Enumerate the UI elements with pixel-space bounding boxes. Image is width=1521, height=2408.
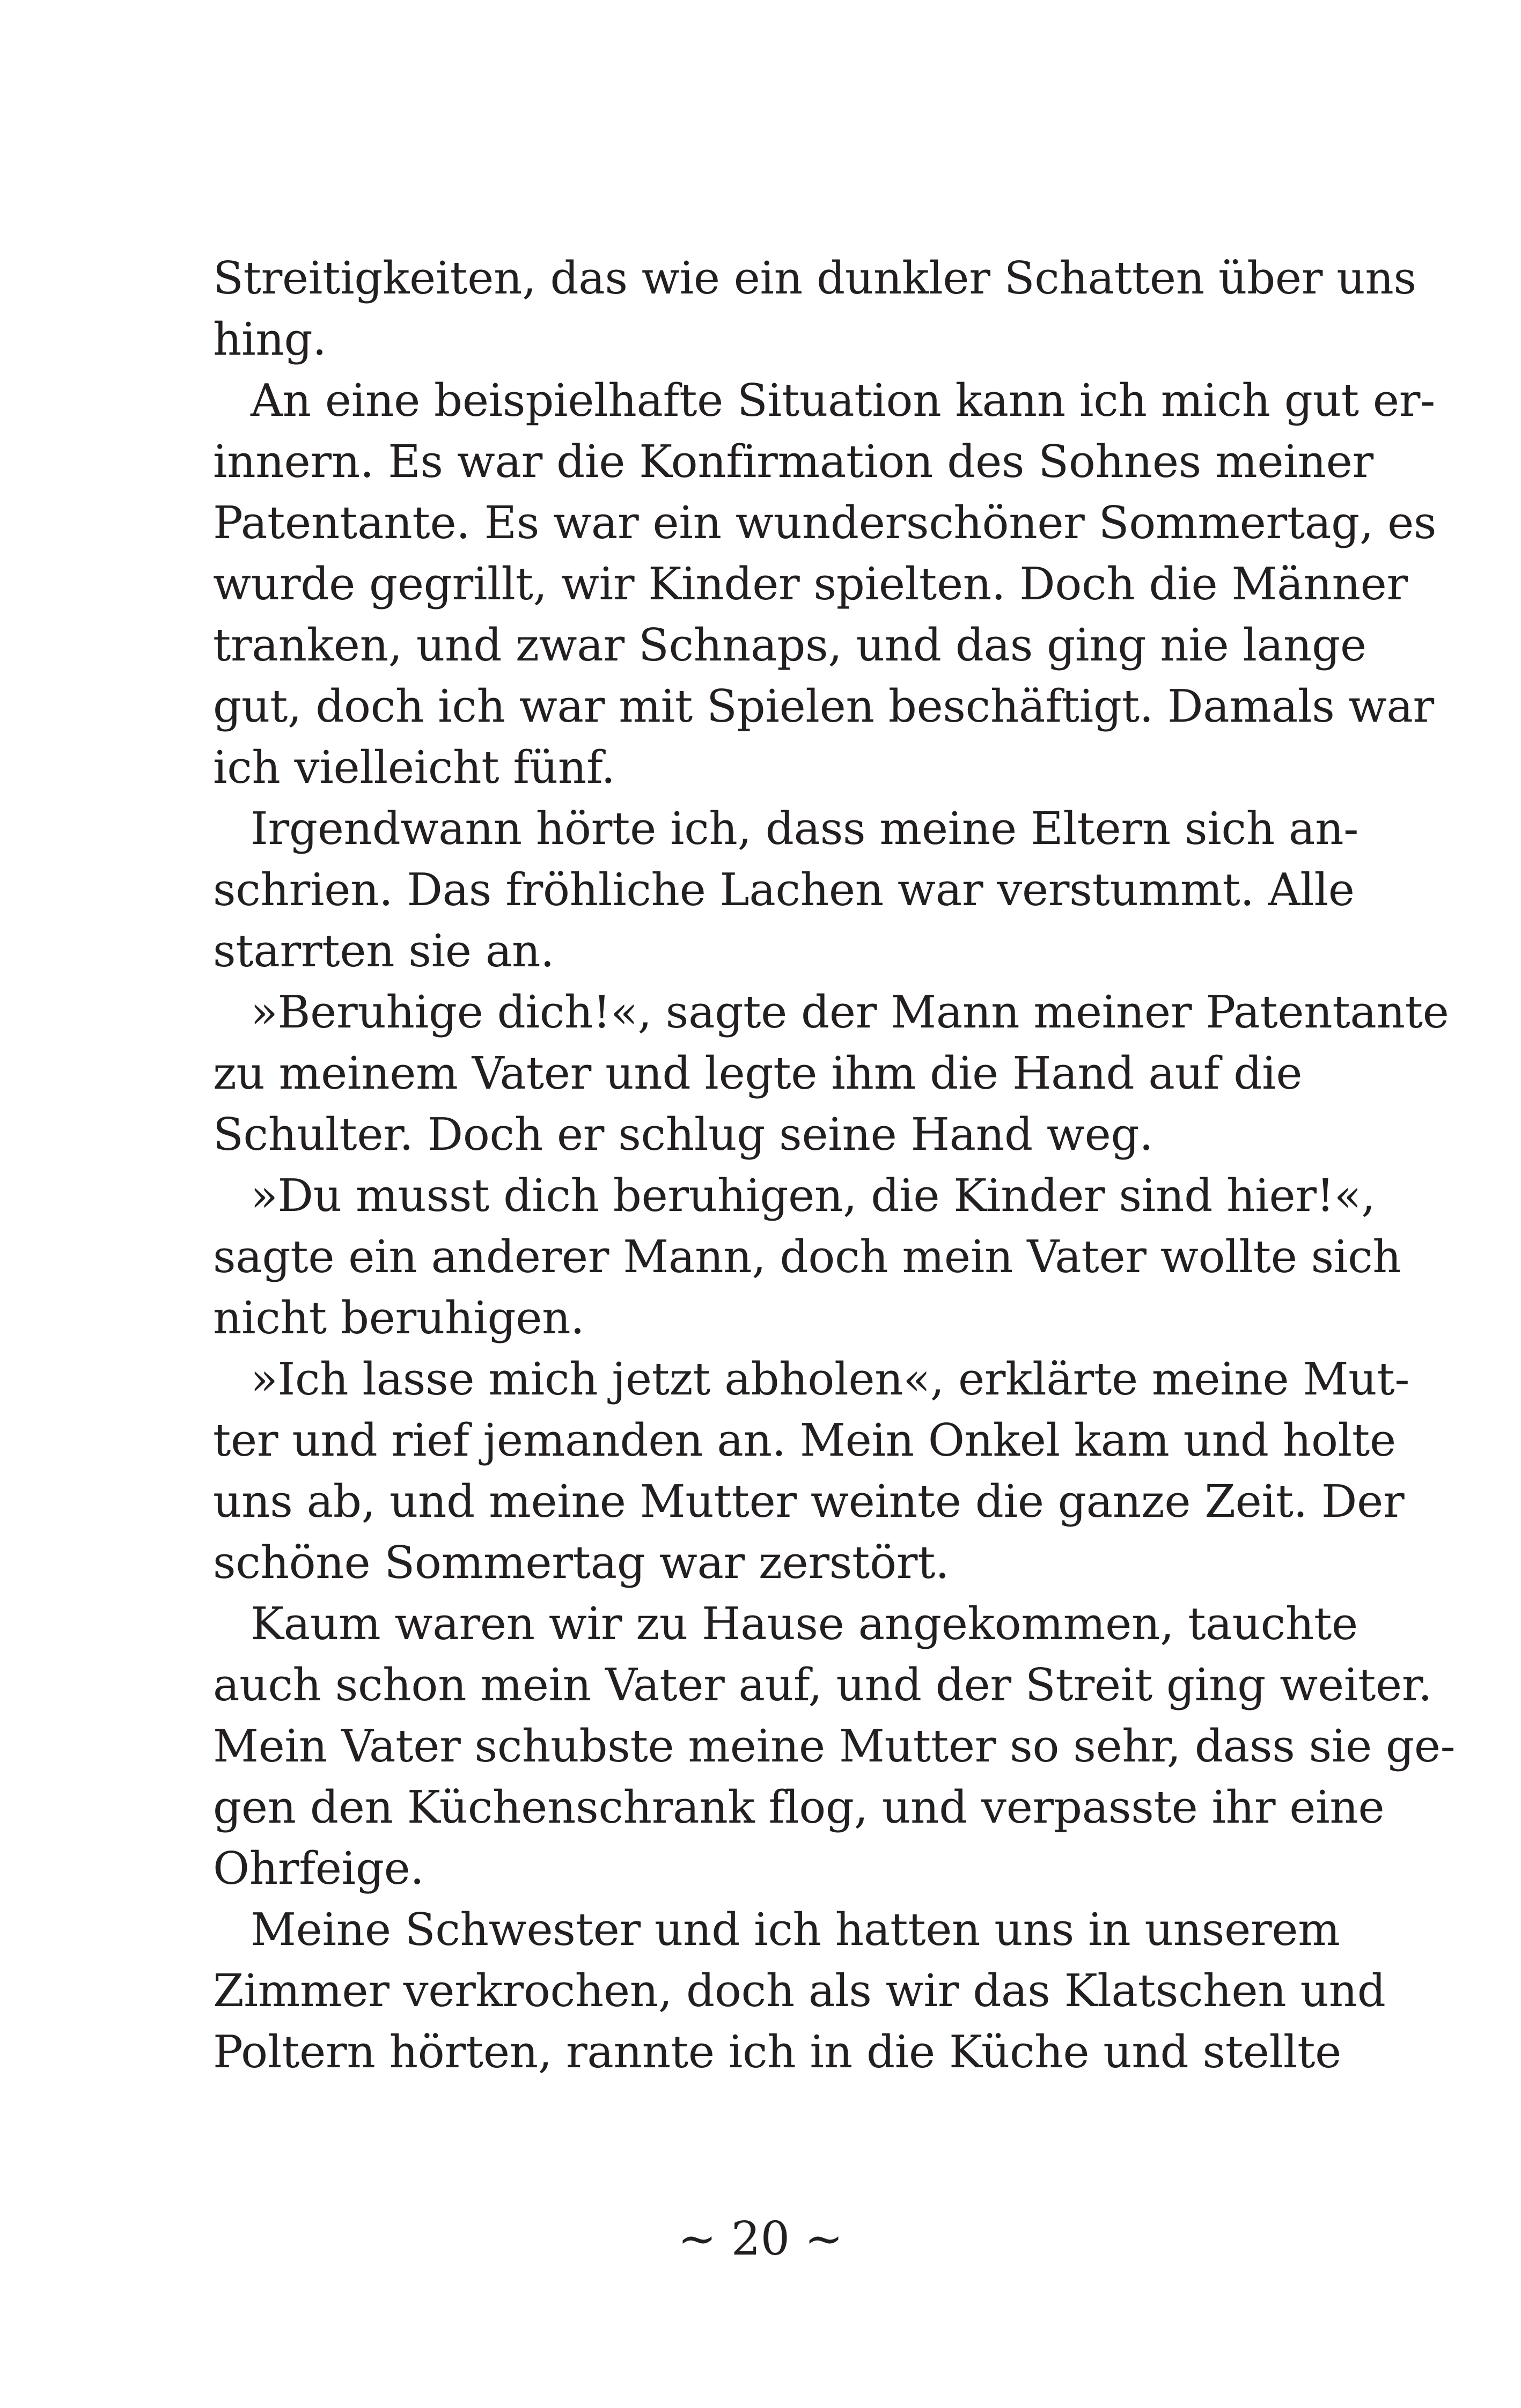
text-line: Irgendwann hörte ich, dass meine Eltern sich an- — [251, 803, 1359, 855]
text-line: Zimmer verkrochen, doch als wir das Klatschen und — [213, 1965, 1386, 2017]
text-line: Mein Vater schubste meine Mutter so sehr, dass sie ge- — [213, 1720, 1456, 1772]
text-line: »Du musst dich beruhigen, die Kinder sind hier!«, — [251, 1170, 1376, 1222]
page-number: ~ 20 ~ — [678, 2212, 843, 2266]
text-line: Poltern hörten, rannte ich in die Küche und stellte — [213, 2026, 1341, 2078]
text-line: Kaum waren wir zu Hause angekommen, tauchte — [251, 1598, 1358, 1650]
text-line: wurde gegrillt, wir Kinder spielten. Doch die Männer — [213, 558, 1408, 610]
text-line: »Ich lasse mich jetzt abholen«, erklärte meine Mut- — [251, 1353, 1410, 1405]
body-text — [213, 248, 1456, 2083]
text-line: tranken, und zwar Schnaps, und das ging nie lange — [213, 619, 1366, 671]
text-line: ter und rief jemanden an. Mein Onkel kam und holte — [213, 1414, 1396, 1466]
text-line: Patentante. Es war ein wunderschöner Sommertag, es — [213, 497, 1437, 549]
text-line: Ohrfeige. — [213, 1842, 424, 1895]
text-line: schrien. Das fröhliche Lachen war verstummt. Alle — [213, 864, 1355, 916]
text-line: auch schon mein Vater auf, und der Streit ging weiter. — [213, 1659, 1432, 1711]
text-line: schöne Sommertag war zerstört. — [213, 1537, 950, 1589]
text-line: Schulter. Doch er schlug seine Hand weg. — [213, 1108, 1153, 1161]
text-line: nicht beruhigen. — [213, 1292, 585, 1344]
text-line: innern. Es war die Konfirmation des Sohnes meiner — [213, 436, 1373, 488]
text-line: gen den Küchenschrank flog, und verpasste ihr eine — [213, 1781, 1385, 1833]
text-line: Streitigkeiten, das wie ein dunkler Schatten über uns — [213, 252, 1416, 304]
text-line: sagte ein anderer Mann, doch mein Vater wollte sich — [213, 1231, 1401, 1283]
text-line: An eine beispielhafte Situation kann ich mich gut er- — [251, 375, 1435, 427]
text-line: gut, doch ich war mit Spielen beschäftigt. Damals war — [213, 680, 1434, 732]
text-line: starrten sie an. — [213, 925, 555, 977]
text-line: hing. — [213, 313, 327, 365]
text-line: ich vielleicht fünf. — [213, 742, 615, 794]
text-line: uns ab, und meine Mutter weinte die ganze Zeit. Der — [213, 1475, 1405, 1528]
text-line: zu meinem Vater und legte ihm die Hand auf die — [213, 1047, 1303, 1099]
text-line: Meine Schwester und ich hatten uns in unserem — [251, 1904, 1340, 1956]
text-line: »Beruhige dich!«, sagte der Mann meiner Patentante — [251, 986, 1449, 1038]
